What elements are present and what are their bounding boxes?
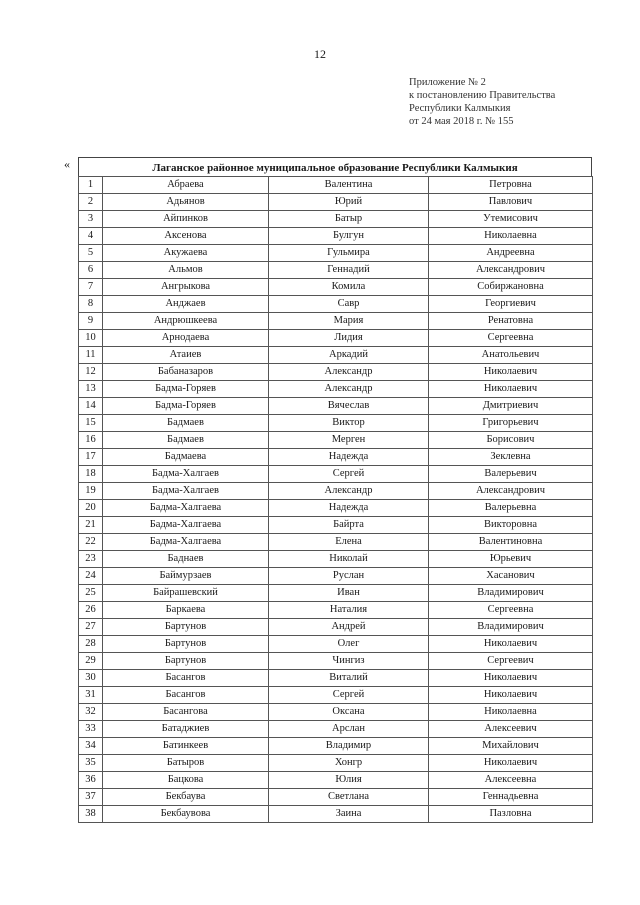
table-row xyxy=(79,568,593,585)
first-name-cell: Заина xyxy=(269,806,429,823)
surname-cell: Байрашевский xyxy=(103,585,269,602)
row-number-cell: 8 xyxy=(79,296,103,313)
table-row xyxy=(79,245,593,262)
opening-quote-mark: « xyxy=(64,157,70,171)
surname-cell: Бартунов xyxy=(103,653,269,670)
table-row xyxy=(79,551,593,568)
table-row xyxy=(79,449,593,466)
patronymic-cell: Валентиновна xyxy=(429,534,593,551)
patronymic-cell: Александрович xyxy=(429,483,593,500)
patronymic-cell: Ренатовна xyxy=(429,313,593,330)
first-name-cell: Сергей xyxy=(269,466,429,483)
first-name-cell: Сергей xyxy=(269,687,429,704)
surname-cell: Бацкова xyxy=(103,772,269,789)
first-name-cell: Олег xyxy=(269,636,429,653)
patronymic-cell: Григорьевич xyxy=(429,415,593,432)
table-row xyxy=(79,704,593,721)
table-row xyxy=(79,806,593,823)
first-name-cell: Аркадий xyxy=(269,347,429,364)
table-row xyxy=(79,296,593,313)
first-name-cell: Виталий xyxy=(269,670,429,687)
first-name-cell: Светлана xyxy=(269,789,429,806)
first-name-cell: Юрий xyxy=(269,194,429,211)
row-number-cell: 27 xyxy=(79,619,103,636)
surname-cell: Айпинков xyxy=(103,211,269,228)
patronymic-cell: Николаевич xyxy=(429,636,593,653)
surname-cell: Басангова xyxy=(103,704,269,721)
roster-table xyxy=(78,176,593,823)
surname-cell: Бадма-Халгаев xyxy=(103,466,269,483)
first-name-cell: Владимир xyxy=(269,738,429,755)
row-number-cell: 22 xyxy=(79,534,103,551)
patronymic-cell: Петровна xyxy=(429,177,593,194)
patronymic-cell: Николаевна xyxy=(429,228,593,245)
row-number-cell: 19 xyxy=(79,483,103,500)
row-number-cell: 1 xyxy=(79,177,103,194)
table-row xyxy=(79,364,593,381)
first-name-cell: Надежда xyxy=(269,449,429,466)
roster-table-body xyxy=(79,177,593,823)
table-row xyxy=(79,517,593,534)
first-name-cell: Александр xyxy=(269,381,429,398)
row-number-cell: 35 xyxy=(79,755,103,772)
appendix-line-2: к постановлению Правительства xyxy=(409,90,556,101)
patronymic-cell: Павлович xyxy=(429,194,593,211)
table-row xyxy=(79,619,593,636)
surname-cell: Баднаев xyxy=(103,551,269,568)
patronymic-cell: Владимирович xyxy=(429,585,593,602)
patronymic-cell: Алексеевич xyxy=(429,721,593,738)
patronymic-cell: Николаевна xyxy=(429,704,593,721)
patronymic-cell: Собиржановна xyxy=(429,279,593,296)
table-row xyxy=(79,330,593,347)
patronymic-cell: Викторовна xyxy=(429,517,593,534)
first-name-cell: Лидия xyxy=(269,330,429,347)
row-number-cell: 18 xyxy=(79,466,103,483)
surname-cell: Бадма-Халгаева xyxy=(103,534,269,551)
surname-cell: Басангов xyxy=(103,670,269,687)
table-row xyxy=(79,313,593,330)
patronymic-cell: Сергеевна xyxy=(429,602,593,619)
first-name-cell: Андрей xyxy=(269,619,429,636)
surname-cell: Бартунов xyxy=(103,636,269,653)
row-number-cell: 36 xyxy=(79,772,103,789)
row-number-cell: 15 xyxy=(79,415,103,432)
first-name-cell: Наталия xyxy=(269,602,429,619)
surname-cell: Бадма-Халгаева xyxy=(103,517,269,534)
surname-cell: Батинкеев xyxy=(103,738,269,755)
first-name-cell: Иван xyxy=(269,585,429,602)
patronymic-cell: Николаевич xyxy=(429,381,593,398)
surname-cell: Акужаева xyxy=(103,245,269,262)
surname-cell: Андрюшкеева xyxy=(103,313,269,330)
row-number-cell: 23 xyxy=(79,551,103,568)
first-name-cell: Гульмира xyxy=(269,245,429,262)
table-row xyxy=(79,211,593,228)
surname-cell: Аксенова xyxy=(103,228,269,245)
first-name-cell: Батыр xyxy=(269,211,429,228)
table-row xyxy=(79,415,593,432)
surname-cell: Бадмаева xyxy=(103,449,269,466)
row-number-cell: 5 xyxy=(79,245,103,262)
first-name-cell: Мерген xyxy=(269,432,429,449)
table-row xyxy=(79,772,593,789)
table-row xyxy=(79,262,593,279)
surname-cell: Бадма-Горяев xyxy=(103,398,269,415)
table-row xyxy=(79,738,593,755)
patronymic-cell: Александрович xyxy=(429,262,593,279)
first-name-cell: Чингиз xyxy=(269,653,429,670)
row-number-cell: 7 xyxy=(79,279,103,296)
surname-cell: Анджаев xyxy=(103,296,269,313)
table-row xyxy=(79,466,593,483)
first-name-cell: Вячеслав xyxy=(269,398,429,415)
row-number-cell: 30 xyxy=(79,670,103,687)
surname-cell: Адьянов xyxy=(103,194,269,211)
patronymic-cell: Валерьевич xyxy=(429,466,593,483)
row-number-cell: 37 xyxy=(79,789,103,806)
row-number-cell: 10 xyxy=(79,330,103,347)
table-row xyxy=(79,483,593,500)
row-number-cell: 31 xyxy=(79,687,103,704)
row-number-cell: 4 xyxy=(79,228,103,245)
surname-cell: Батыров xyxy=(103,755,269,772)
table-row xyxy=(79,789,593,806)
surname-cell: Бадмаев xyxy=(103,432,269,449)
patronymic-cell: Николаевич xyxy=(429,670,593,687)
table-row xyxy=(79,177,593,194)
patronymic-cell: Юрьевич xyxy=(429,551,593,568)
table-row xyxy=(79,381,593,398)
row-number-cell: 24 xyxy=(79,568,103,585)
patronymic-cell: Николаевич xyxy=(429,755,593,772)
first-name-cell: Николай xyxy=(269,551,429,568)
row-number-cell: 28 xyxy=(79,636,103,653)
surname-cell: Бартунов xyxy=(103,619,269,636)
table-row xyxy=(79,636,593,653)
first-name-cell: Хонгр xyxy=(269,755,429,772)
patronymic-cell: Валерьевна xyxy=(429,500,593,517)
first-name-cell: Булгун xyxy=(269,228,429,245)
first-name-cell: Александр xyxy=(269,364,429,381)
surname-cell: Батаджиев xyxy=(103,721,269,738)
patronymic-cell: Хасанович xyxy=(429,568,593,585)
table-row xyxy=(79,279,593,296)
patronymic-cell: Сергеевич xyxy=(429,653,593,670)
first-name-cell: Комила xyxy=(269,279,429,296)
row-number-cell: 20 xyxy=(79,500,103,517)
table-row xyxy=(79,670,593,687)
surname-cell: Арнодаева xyxy=(103,330,269,347)
first-name-cell: Виктор xyxy=(269,415,429,432)
table-row xyxy=(79,194,593,211)
patronymic-cell: Николаевич xyxy=(429,687,593,704)
row-number-cell: 3 xyxy=(79,211,103,228)
first-name-cell: Геннадий xyxy=(269,262,429,279)
surname-cell: Ангрыкова xyxy=(103,279,269,296)
first-name-cell: Надежда xyxy=(269,500,429,517)
table-row xyxy=(79,687,593,704)
patronymic-cell: Георгиевич xyxy=(429,296,593,313)
row-number-cell: 33 xyxy=(79,721,103,738)
patronymic-cell: Николаевич xyxy=(429,364,593,381)
surname-cell: Бекбаувова xyxy=(103,806,269,823)
first-name-cell: Мария xyxy=(269,313,429,330)
first-name-cell: Руслан xyxy=(269,568,429,585)
patronymic-cell: Борисович xyxy=(429,432,593,449)
row-number-cell: 6 xyxy=(79,262,103,279)
row-number-cell: 34 xyxy=(79,738,103,755)
row-number-cell: 29 xyxy=(79,653,103,670)
first-name-cell: Арслан xyxy=(269,721,429,738)
row-number-cell: 12 xyxy=(79,364,103,381)
row-number-cell: 32 xyxy=(79,704,103,721)
page-number: 12 xyxy=(314,47,326,61)
surname-cell: Абраева xyxy=(103,177,269,194)
surname-cell: Атаиев xyxy=(103,347,269,364)
table-row xyxy=(79,585,593,602)
surname-cell: Басангов xyxy=(103,687,269,704)
patronymic-cell: Сергеевна xyxy=(429,330,593,347)
table-row xyxy=(79,755,593,772)
row-number-cell: 38 xyxy=(79,806,103,823)
row-number-cell: 11 xyxy=(79,347,103,364)
table-row xyxy=(79,500,593,517)
row-number-cell: 21 xyxy=(79,517,103,534)
surname-cell: Бадма-Горяев xyxy=(103,381,269,398)
patronymic-cell: Пазловна xyxy=(429,806,593,823)
table-row xyxy=(79,347,593,364)
row-number-cell: 17 xyxy=(79,449,103,466)
appendix-line-1: Приложение № 2 xyxy=(409,77,486,88)
row-number-cell: 13 xyxy=(79,381,103,398)
surname-cell: Баркаева xyxy=(103,602,269,619)
surname-cell: Бадмаев xyxy=(103,415,269,432)
patronymic-cell: Зеклевна xyxy=(429,449,593,466)
table-row xyxy=(79,534,593,551)
table-row xyxy=(79,398,593,415)
surname-cell: Бабаназаров xyxy=(103,364,269,381)
row-number-cell: 14 xyxy=(79,398,103,415)
table-row xyxy=(79,432,593,449)
surname-cell: Баймурзаев xyxy=(103,568,269,585)
appendix-header xyxy=(409,76,555,128)
first-name-cell: Оксана xyxy=(269,704,429,721)
appendix-line-3: Республики Калмыкия xyxy=(409,103,511,114)
first-name-cell: Савр xyxy=(269,296,429,313)
surname-cell: Бадма-Халгаева xyxy=(103,500,269,517)
surname-cell: Бекбаува xyxy=(103,789,269,806)
surname-cell: Альмов xyxy=(103,262,269,279)
patronymic-cell: Дмитриевич xyxy=(429,398,593,415)
row-number-cell: 25 xyxy=(79,585,103,602)
row-number-cell: 9 xyxy=(79,313,103,330)
row-number-cell: 26 xyxy=(79,602,103,619)
table-row xyxy=(79,602,593,619)
patronymic-cell: Михайлович xyxy=(429,738,593,755)
patronymic-cell: Утемисович xyxy=(429,211,593,228)
table-title: Лаганское районное муниципальное образование Республики Калмыкия xyxy=(78,157,592,177)
patronymic-cell: Владимирович xyxy=(429,619,593,636)
first-name-cell: Валентина xyxy=(269,177,429,194)
surname-cell: Бадма-Халгаев xyxy=(103,483,269,500)
table-row xyxy=(79,228,593,245)
table-row xyxy=(79,721,593,738)
row-number-cell: 16 xyxy=(79,432,103,449)
first-name-cell: Елена xyxy=(269,534,429,551)
patronymic-cell: Геннадьевна xyxy=(429,789,593,806)
first-name-cell: Байрта xyxy=(269,517,429,534)
patronymic-cell: Анатольевич xyxy=(429,347,593,364)
first-name-cell: Юлия xyxy=(269,772,429,789)
row-number-cell: 2 xyxy=(79,194,103,211)
patronymic-cell: Андреевна xyxy=(429,245,593,262)
first-name-cell: Александр xyxy=(269,483,429,500)
appendix-line-4: от 24 мая 2018 г. № 155 xyxy=(409,116,514,127)
patronymic-cell: Алексеевна xyxy=(429,772,593,789)
table-row xyxy=(79,653,593,670)
